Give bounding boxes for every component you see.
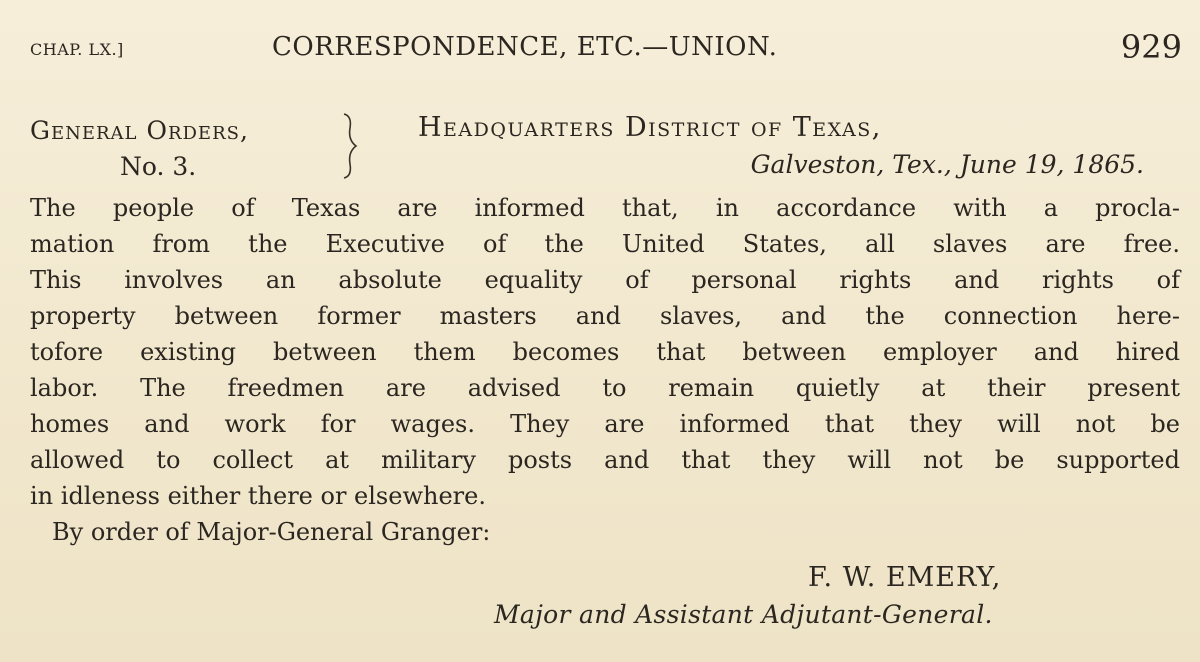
chapter-label: CHAP. LX.] [30, 40, 124, 59]
text-line: homes and work for wages. They are informed that they will not be [30, 410, 1180, 438]
text-line: This involves an absolute equality of personal rights and rights of [30, 266, 1180, 294]
page-number: 929 [1120, 28, 1182, 66]
text-line: in idleness either there or elsewhere. [30, 482, 486, 510]
text-line: mation from the Executive of the United States, all slaves are free. [30, 230, 1180, 258]
text-line: property between former masters and slaves, and the connection here- [30, 302, 1180, 330]
orders-heading [0, 106, 1200, 186]
text-line: The people of Texas are informed that, in accordance with a procla- [30, 194, 1180, 222]
orders-number: No. 3. [120, 152, 197, 181]
text-line: labor. The freedmen are advised to remain quietly at their present [30, 374, 1180, 402]
text-line: allowed to collect at military posts and that they will not be supported [30, 446, 1180, 474]
brace-icon [340, 112, 360, 180]
by-order-line: By order of Major-General Granger: [52, 518, 491, 546]
place-date: Galveston, Tex., June 19, 1865. [750, 150, 1144, 179]
signature-name: F. W. EMERY, [808, 562, 1002, 593]
running-header [0, 28, 1200, 72]
order-text [30, 190, 1180, 550]
general-orders-label: General Orders, [30, 116, 249, 145]
running-title: CORRESPONDENCE, ETC.—UNION. [272, 32, 778, 62]
headquarters-label: Headquarters District of Texas, [418, 112, 882, 143]
text-line: tofore existing between them becomes that between employer and hired [30, 338, 1180, 366]
signature-title: Major and Assistant Adjutant-General. [494, 600, 993, 629]
